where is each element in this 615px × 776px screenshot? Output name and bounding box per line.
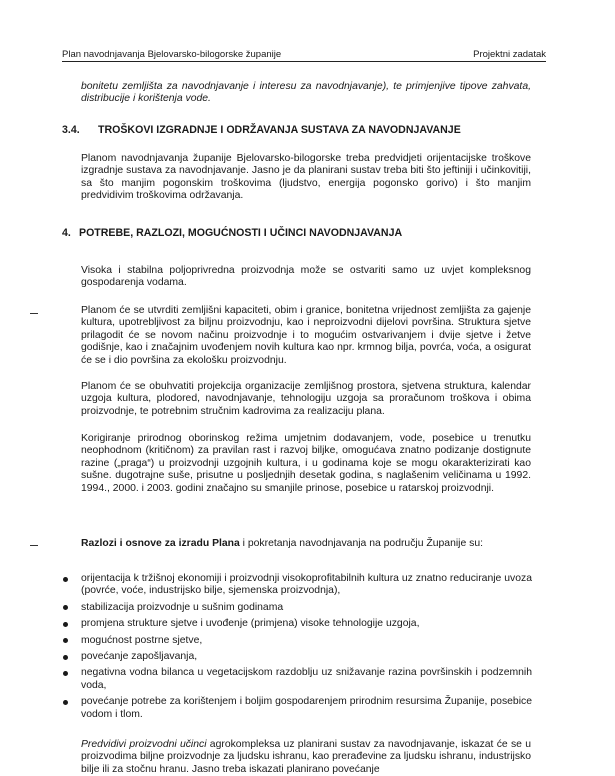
productive-effects-italic: Predvidivi proizvodni učinci — [81, 739, 207, 750]
margin-mark — [30, 545, 38, 546]
section-3-4-heading — [62, 124, 461, 137]
bullet-icon — [63, 700, 68, 705]
bullet-icon — [63, 671, 68, 676]
section-number: 3.4. — [62, 124, 80, 136]
header-section-label: Projektni zadatak — [473, 49, 546, 60]
margin-mark — [30, 313, 38, 314]
bullet-icon — [63, 605, 68, 610]
section-3-4-paragraph: Planom navodnjavanja županije Bjelovarsko-bilogorske treba predvidjeti orijentacijske troškove izgradnje sustava za navodnjavanje. Jasno je da planirani sustav treba biti što jeftiniji i učinkovitiji, sa što manjim pogonskim troškovima (ljudstvo, energija pogonsko gorivo) i što manjim predvidivim troškovima održavanja. — [81, 153, 531, 202]
bullet-icon — [63, 622, 68, 627]
section-4-paragraph-4: Korigiranje prirodnog oborinskog režima umjetnim dodavanjem, vode, posebice u trenutku neophodnom (kritičnom) za pravilan rast i razvoj biljke, omogućava znatno podizanje dostignute razine („praga“) u proizvodnji uzgojnih kultura, i u godinama koje se mogu okarakterizirati kao sušne. dugotrajne suše, prisutne u posljednjih desetak godina, s naglašenim veličinama u 1992. 1994., 2000. i 2003. godini značajno su smanjile prinose, posebice u ratarskoj proizvodnji. — [81, 433, 531, 494]
reasons-list — [62, 573, 532, 725]
bullet-icon — [63, 655, 68, 660]
section-title: TROŠKOVI IZGRADNJE I ODRŽAVANJA SUSTAVA ZA NAVODNJAVANJE — [98, 124, 461, 136]
page-header — [62, 49, 546, 62]
list-item: povećanje zapošljavanja, — [62, 651, 532, 663]
list-item: mogućnost postrne sjetve, — [62, 635, 532, 647]
section-title: POTREBE, RAZLOZI, MOGUĆNOSTI I UČINCI NAVODNJAVANJA — [79, 227, 403, 239]
list-item: promjena strukture sjetve i uvođenje (primjena) visoke tehnologije uzgoja, — [62, 618, 532, 630]
section-4-heading — [62, 227, 402, 240]
productive-effects-paragraph — [81, 739, 531, 776]
reasons-intro — [81, 538, 531, 550]
list-item: orijentacija k tržišnoj ekonomiji i proizvodnji visokoprofitabilnih kultura uz znatno reduciranje uvoza (povrće, voće, industrijsko bilje, sjemenska proizvodnja), — [62, 573, 532, 598]
list-item: povećanje potrebe za korištenjem i boljim gospodarenjem prirodnim resursima Županije, posebice vodom i tlom. — [62, 696, 532, 721]
section-4-paragraph-1: Visoka i stabilna poljoprivredna proizvodnja može se ostvariti samo uz uvjet kompleksnog gospodarenja vodama. — [81, 265, 531, 289]
section-number: 4. — [62, 227, 71, 239]
bullet-icon — [63, 638, 68, 643]
header-document-title: Plan navodnjavanja Bjelovarsko-bilogorske županije — [62, 49, 282, 60]
section-4-paragraph-3: Planom će se obuhvatiti projekcija organizacije zemljišnog prostora, sjetvena struktura, kalendar uzgoja kultura, plodored, navodnjavanje, tehnologiju uzgoja sa proračunom troškova i obima proizvodnje, te potrebnim stručnim kadrovima za realizaciju plana. — [81, 381, 531, 417]
list-item: negativna vodna bilanca u vegetacijskom razdoblju uz snižavanje razina površinskih i podzemnih voda, — [62, 667, 532, 692]
list-item: stabilizacija proizvodnje u sušnim godinama — [62, 602, 532, 614]
productive-effects-rest: agrokompleksa uz planirani sustav za navodnjavanje, iskazat će se u proizvodima biljne proizvodnje za ljudsku ishranu, kao prerađevine za ljudsku ishranu, industrijsko bilje ili za stočnu hranu. Jasno treba iskazati planirano povećanje — [81, 739, 531, 775]
reasons-rest: i pokretanja navodnjavanja na području Županije su: — [239, 538, 483, 549]
reasons-bold-phrase: Razlozi i osnove za izradu Plana — [81, 538, 240, 549]
bullet-icon — [63, 577, 68, 582]
intro-italic-paragraph: bonitetu zemljišta za navodnjavanje i interesu za navodnjavanje), te primjenjive tipove zahvata, distribucije i korištenja vode. — [81, 81, 531, 105]
section-4-paragraph-2: Planom će se utvrditi zemljišni kapaciteti, obim i granice, bonitetna vrijednost zemljišta za gajenje kultura, upotrebljivost za biljnu proizvodnju, kao i neproizvodni dijelovi površina. Struktura sjetve prilagodit će se novom načinu proizvodnje i to mogućim ostvarivanjem i dvije sjetve i žetve godišnje, kao i značajnim uvođenjem novih kultura kao npr. krmnog bilja, povrća, voća, a osigurat će se i dio površina za ekološku proizvodnju. — [81, 305, 531, 366]
